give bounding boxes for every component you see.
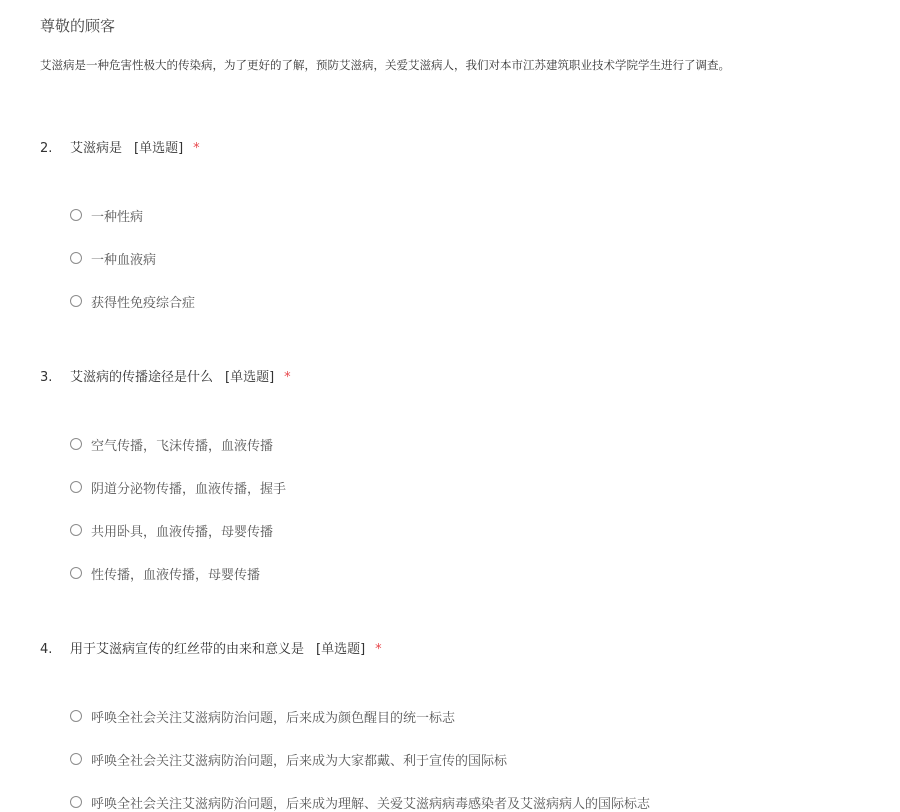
question-type: [单选题]: [225, 370, 275, 385]
q2-option-1[interactable]: [70, 205, 143, 225]
radio-button[interactable]: [70, 295, 82, 307]
q4-option-3[interactable]: [70, 792, 650, 812]
q3-option-1[interactable]: [70, 434, 273, 454]
question-text: 艾滋病的传播途径是什么: [70, 370, 214, 385]
question-text: 用于艾滋病宣传的红丝带的由来和意义是: [70, 642, 305, 657]
radio-button[interactable]: [70, 252, 82, 264]
q4-option-2[interactable]: [70, 749, 507, 769]
question-4-title: [40, 638, 382, 657]
option-label: 一种性病: [91, 209, 144, 225]
question-2-title: [40, 137, 200, 156]
required-mark: *: [193, 141, 200, 156]
survey-intro: 艾滋病是一种危害性极大的传染病，为了更好的了解，预防艾滋病，关爱艾滋病人，我们对本市江苏建筑职业技术学院学生进行了调查。: [40, 58, 730, 72]
question-number: 4.: [40, 642, 53, 657]
q2-option-3[interactable]: [70, 291, 195, 311]
question-text: 艾滋病是: [70, 141, 123, 156]
radio-button[interactable]: [70, 753, 82, 765]
radio-button[interactable]: [70, 209, 82, 221]
radio-button[interactable]: [70, 567, 82, 579]
option-label: 阴道分泌物传播，血液传播，握手: [91, 481, 287, 497]
q3-option-2[interactable]: [70, 477, 286, 497]
question-number: 3.: [40, 370, 53, 385]
radio-button[interactable]: [70, 481, 82, 493]
option-label: 呼唤全社会关注艾滋病防治问题，后来成为颜色醒目的统一标志: [91, 710, 456, 726]
option-label: 空气传播，飞沫传播，血液传播: [91, 438, 274, 454]
required-mark: *: [375, 642, 382, 657]
question-number: 2.: [40, 141, 53, 156]
option-label: 呼唤全社会关注艾滋病防治问题，后来成为理解、关爱艾滋病病毒感染者及艾滋病病人的国际标志: [91, 796, 651, 812]
radio-button[interactable]: [70, 710, 82, 722]
option-label: 性传播，血液传播，母婴传播: [91, 567, 261, 583]
required-mark: *: [284, 370, 291, 385]
q3-option-3[interactable]: [70, 520, 273, 540]
option-label: 一种血液病: [91, 252, 157, 268]
radio-button[interactable]: [70, 796, 82, 808]
option-label: 获得性免疫综合症: [91, 295, 196, 311]
q2-option-2[interactable]: [70, 248, 156, 268]
question-3-title: [40, 366, 291, 385]
radio-button[interactable]: [70, 524, 82, 536]
q4-option-1[interactable]: [70, 706, 455, 726]
option-label: 共用卧具，血液传播，母婴传播: [91, 524, 274, 540]
radio-button[interactable]: [70, 438, 82, 450]
q3-option-4[interactable]: [70, 563, 260, 583]
greeting-heading: 尊敬的顾客: [40, 17, 116, 35]
option-label: 呼唤全社会关注艾滋病防治问题，后来成为大家都戴、利于宣传的国际标: [91, 753, 508, 769]
question-type: [单选题]: [134, 141, 184, 156]
question-type: [单选题]: [316, 642, 366, 657]
